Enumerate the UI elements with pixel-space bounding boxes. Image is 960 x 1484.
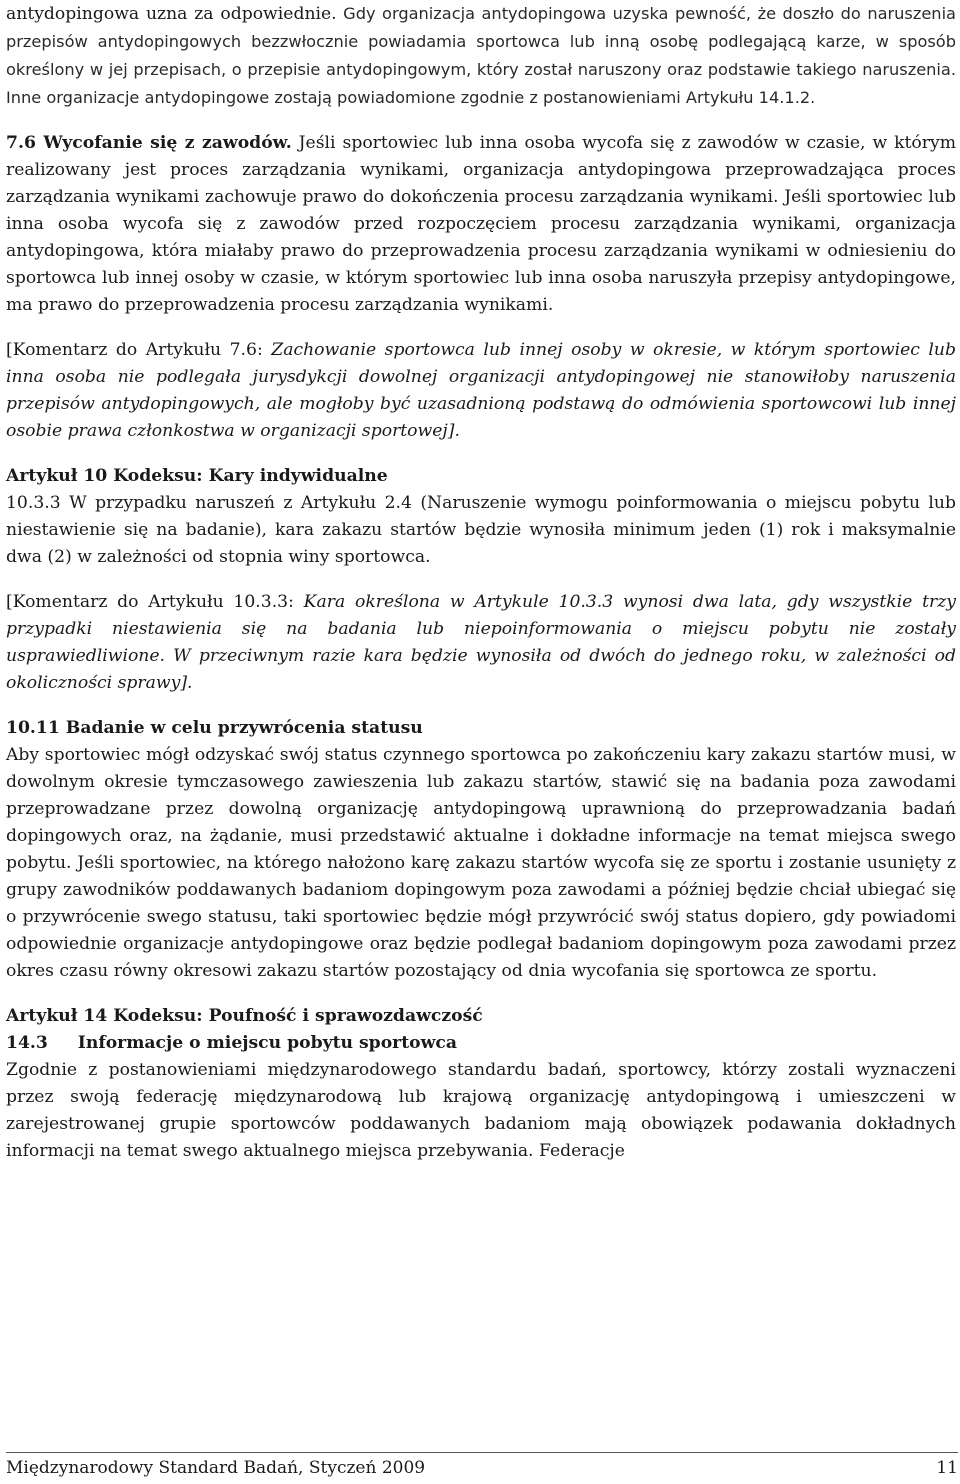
page-number: 11: [936, 1458, 958, 1478]
comment-7-6: [6, 337, 956, 445]
section-7-6: [6, 130, 956, 319]
section-10-11-body: Aby sportowiec mógł odzyskać swój status czynnego sportowca po zakończeniu kary zakazu startów musi, w dowolnym okresie tymczasowego zawieszenia lub zakazu startów, stawić się na badania poza zawodami przeprowadzane przez dowolną organizację antydopingową uprawnioną do przeprowadzania badań dopingowych oraz, na żądanie, musi przedstawić aktualne i dokładne informacje na temat miejsca swego pobytu. Jeśli sportowiec, na którego nałożono karę zakazu startów wycofa się ze sportu i zostanie usunięty z grupy zawodników poddawanych badaniom dopingowym poza zawodami a później będzie chciał ubiegać się o przywrócenie swego statusu, taki sportowiec będzie mógł przywrócić swój status dopiero, gdy powiadomi odpowiednie organizacje antydopingowe oraz będzie podlegał badaniom dopingowym poza zawodami przez okres czasu równy okresowi zakazu startów pozostający od dnia wycofania się sportowca ze sportu.: [6, 745, 956, 981]
paragraph-continuation: Gdy organizacja antydopingowa uzyska pewność, że doszło do naruszenia przepisów antydopingowych bezzwłocznie powiadamia sportowca lub inną osobę podlegającą karze, w sposób określony w jej przepisach, o przepisie antydopingowym, który został naruszony oraz podstawie takiego naruszenia. Inne organizacje antydopingowe zostają powiadomione zgodnie z postanowieniami Artykułu 14.1.2.: [6, 4, 956, 107]
document-page: [6, 0, 956, 1165]
article-10-body: 10.3.3 W przypadku naruszeń z Artykułu 2.4 (Naruszenie wymogu poinformowania o miejscu pobytu lub niestawienie się na badanie), kara zakazu startów będzie wynosiła minimum jeden (1) rok i maksymalnie dwa (2) w zależności od stopnia winy sportowca.: [6, 493, 956, 567]
paragraph-notification: [6, 0, 956, 112]
section-7-6-heading: 7.6 Wycofanie się z zawodów.: [6, 133, 292, 153]
comment-7-6-lead: [Komentarz do Artykułu 7.6:: [6, 340, 263, 360]
section-14-3-body: Zgodnie z postanowieniami międzynarodowego standardu badań, sportowcy, którzy zostali wyznaczeni przez swoją federację międzynarodową lub krajową organizację antydopingową i umieszczeni w zarejestrowanej grupie sportowców poddawanych badaniom mają obowiązek podawania dokładnych informacji na temat swego aktualnego miejsca przebywania. Federacje: [6, 1060, 956, 1161]
comment-10-3-3: [6, 589, 956, 697]
comment-7-6-body: Zachowanie sportowca lub innej osoby w okresie, w którym sportowiec lub inna osoba nie podlegała jurysdykcji dowolnej organizacji antydopingowej nie stanowiłoby naruszenia przepisów antydopingowych, ale mogłoby być uzasadnioną podstawą do odmówienia sportowcowi lub innej osobie prawa członkostwa w organizacji sportowej].: [6, 340, 956, 441]
comment-10-3-3-lead: [Komentarz do Artykułu 10.3.3:: [6, 592, 294, 612]
footer-title: Międzynarodowy Standard Badań, Styczeń 2009: [6, 1458, 426, 1478]
paragraph-lead: antydopingowa uzna za odpowiednie.: [6, 4, 337, 24]
article-14-heading: Artykuł 14 Kodeksu: Poufność i sprawozdawczość: [6, 1006, 483, 1026]
section-14-3-heading: 14.3 Informacje o miejscu pobytu sportowca: [6, 1033, 458, 1053]
section-10-11-heading: 10.11 Badanie w celu przywrócenia statusu: [6, 718, 423, 738]
comment-10-3-3-body: Kara określona w Artykule 10.3.3 wynosi dwa lata, gdy wszystkie trzy przypadki niestawienia się na badania lub niepoinformowania o miejscu pobytu nie zostały usprawiedliwione. W przeciwnym razie kara będzie wynosiła od dwóch do jednego roku, w zależności od okoliczności sprawy].: [6, 592, 957, 693]
section-7-6-body: Jeśli sportowiec lub inna osoba wycofa się z zawodów w czasie, w którym realizowany jest proces zarządzania wynikami, organizacja antydopingowa przeprowadzająca proces zarządzania wynikami zachowuje prawo do dokończenia procesu zarządzania wynikami. Jeśli sportowiec lub inna osoba wycofa się z zawodów przed rozpoczęciem procesu zarządzania wynikami, organizacja antydopingowa, która miałaby prawo do przeprowadzenia procesu zarządzania wynikami w odniesieniu do sportowca lub innej osoby w czasie, w którym sportowiec lub inna osoba naruszyła przepisy antydopingowe, ma prawo do przeprowadzenia procesu zarządzania wynikami.: [6, 133, 956, 315]
article-10-heading: Artykuł 10 Kodeksu: Kary indywidualne: [6, 466, 388, 486]
footer-divider: [6, 1452, 958, 1453]
